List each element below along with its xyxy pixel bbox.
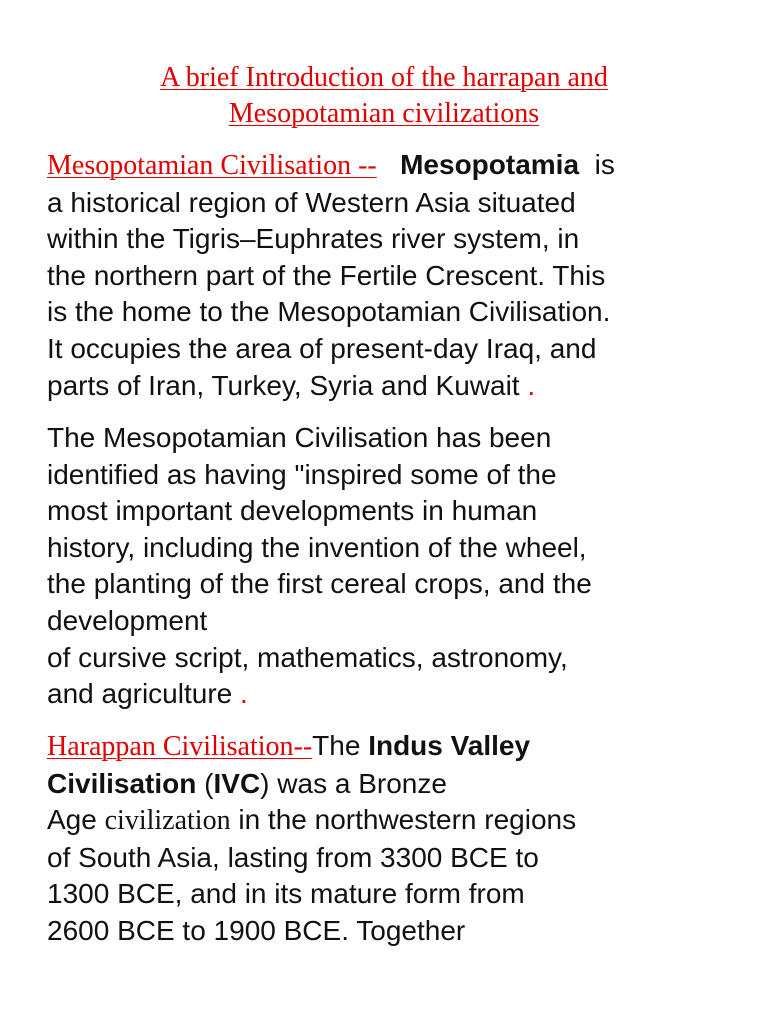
civilization-word: civilization xyxy=(104,805,231,837)
p3-line-2-rest: ) was a Bronze xyxy=(260,767,447,799)
p1-line-7 xyxy=(47,368,747,405)
p3-line-3 xyxy=(47,802,747,840)
title-line-2-text: Mesopotamian civilizations xyxy=(228,98,540,129)
p1-line-1-text: is xyxy=(594,149,615,180)
title-line-1-text: A brief Introduction of the harrapan and xyxy=(160,62,608,93)
p1-line-5: is the home to the Mesopotamian Civilisation. xyxy=(47,296,611,328)
title-line-2 xyxy=(0,96,768,132)
p1-line-4: the northern part of the Fertile Crescent. This xyxy=(47,259,606,291)
p2-line-1: The Mesopotamian Civilisation has been xyxy=(47,422,552,453)
ivc-term: IVC xyxy=(213,767,261,799)
p1-line-2: a historical region of Western Asia situated xyxy=(47,186,576,218)
civilisation-term: Civilisation xyxy=(47,767,197,799)
p3-line-3-rest: in the northwestern regions xyxy=(238,804,577,836)
p2-end-mark: . xyxy=(240,678,248,710)
p2-line-6: development xyxy=(47,604,208,636)
p1-line-1 xyxy=(47,147,747,185)
p2-line-2: identified as having "inspired some of the xyxy=(47,458,557,490)
p2-line-3: most important developments in human xyxy=(47,495,538,527)
document-title xyxy=(0,60,768,132)
harappan-heading: Harappan Civilisation-- xyxy=(47,731,313,762)
p2-line-7: of cursive script, mathematics, astronomy, xyxy=(47,641,568,673)
p2-line-5: the planting of the first cereal crops, and the xyxy=(47,568,592,600)
p3-line-2-open: ( xyxy=(196,767,214,799)
mesopotamia-term: Mesopotamia xyxy=(400,149,580,180)
title-line-1 xyxy=(0,60,768,96)
p2-line-8-text: and agriculture xyxy=(47,678,233,710)
p2-line-4: history, including the invention of the wheel, xyxy=(47,531,587,563)
paragraph-mesopotamia-developments xyxy=(47,420,747,713)
p1-line-7-text: parts of Iran, Turkey, Syria and Kuwait xyxy=(47,369,520,401)
p3-line-4: of South Asia, lasting from 3300 BCE to xyxy=(47,841,539,873)
p3-line-6: 2600 BCE to 1900 BCE. Together xyxy=(47,914,466,946)
p2-line-8 xyxy=(47,676,747,713)
p3-line-5: 1300 BCE, and in its mature form from xyxy=(47,878,525,910)
indus-valley-term: Indus Valley xyxy=(368,730,531,761)
mesopotamian-heading: Mesopotamian Civilisation -- xyxy=(47,150,377,181)
p3-line-1 xyxy=(47,728,747,766)
paragraph-harappan xyxy=(47,728,747,950)
p1-line-6: It occupies the area of present-day Iraq, and xyxy=(47,332,597,364)
p1-end-mark: . xyxy=(527,369,536,401)
p1-line-3: within the Tigris–Euphrates river system, in xyxy=(47,223,580,255)
paragraph-mesopotamia xyxy=(47,147,747,404)
p3-line-2 xyxy=(47,766,747,803)
p3-line-1-the: The xyxy=(312,730,361,761)
p3-line-3-age: Age xyxy=(47,804,97,836)
